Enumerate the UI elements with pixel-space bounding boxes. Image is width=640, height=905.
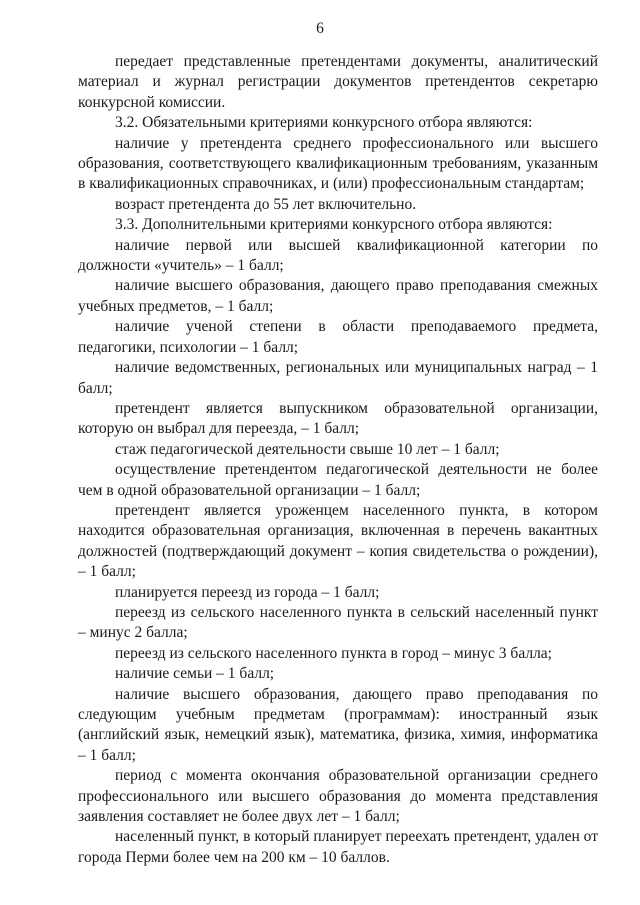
list-item: переезд из сельского населенного пункта в сельский населенный пункт – минус 2 балла;: [78, 603, 598, 642]
list-item: претендент является выпускником образовательной организации, которую он выбрал для переезда, – 1 балл;: [78, 399, 598, 438]
list-item: период с момента окончания образовательной организации среднего профессионального или высшего образования до момента представления заявления составляет не более двух лет – 1 балл;: [78, 767, 598, 826]
paragraph-education-requirement: наличие у претендента среднего профессионального или высшего образования, соответствующего квалификационным требованиям, указанным в квалификационных справочниках, и (или) профессиональным стандартам;: [78, 134, 598, 193]
list-item: наличие ученой степени в области преподаваемого предмета, педагогики, психологии – 1 балл;: [78, 318, 598, 356]
list-item: наличие высшего образования, дающего право преподавания по следующим учебным предметам (программам): иностранный язык (английский язык, немецкий язык), математика, физика, химия, информатика – 1 балл;: [78, 685, 598, 764]
paragraph-additional-criteria-heading: 3.3. Дополнительными критериями конкурсного отбора являются:: [115, 216, 553, 234]
paragraph-document-transfer: передает представленные претендентами документы, аналитический материал и журнал регистрации документов претендентов секретарю конкурсной комиссии.: [78, 53, 598, 111]
paragraph-mandatory-criteria-heading: 3.2. Обязательными критериями конкурсного отбора являются:: [115, 114, 533, 132]
list-item: стаж педагогической деятельности свыше 10 лет – 1 балл;: [115, 440, 500, 458]
list-item: претендент является уроженцем населенного пункта, в котором находится образовательная организация, включенная в перечень вакантных должностей (подтверждающий документ – копия свидетельства о рождении), – 1 балл;: [78, 501, 598, 581]
list-item: переезд из сельского населенного пункта в город – минус 3 балла;: [115, 644, 552, 662]
list-item: планируется переезд из города – 1 балл;: [115, 583, 380, 601]
list-item: населенный пункт, в который планирует переехать претендент, удален от города Перми более чем на 200 км – 10 баллов.: [78, 828, 598, 866]
paragraph-age-requirement: возраст претендента до 55 лет включительно.: [115, 195, 417, 213]
list-item: осуществление претендентом педагогической деятельности не более чем в одной образовательной организации – 1 балл;: [78, 461, 598, 499]
list-item: наличие ведомственных, региональных или муниципальных наград – 1 балл;: [78, 359, 598, 397]
document-body: [78, 52, 598, 868]
list-item: наличие семьи – 1 балл;: [115, 665, 275, 683]
page-number: 6: [316, 20, 324, 37]
list-item: наличие высшего образования, дающего право преподавания смежных учебных предметов, – 1 балл;: [78, 277, 598, 315]
list-item: наличие первой или высшей квалификационной категории по должности «учитель» – 1 балл;: [78, 236, 598, 275]
